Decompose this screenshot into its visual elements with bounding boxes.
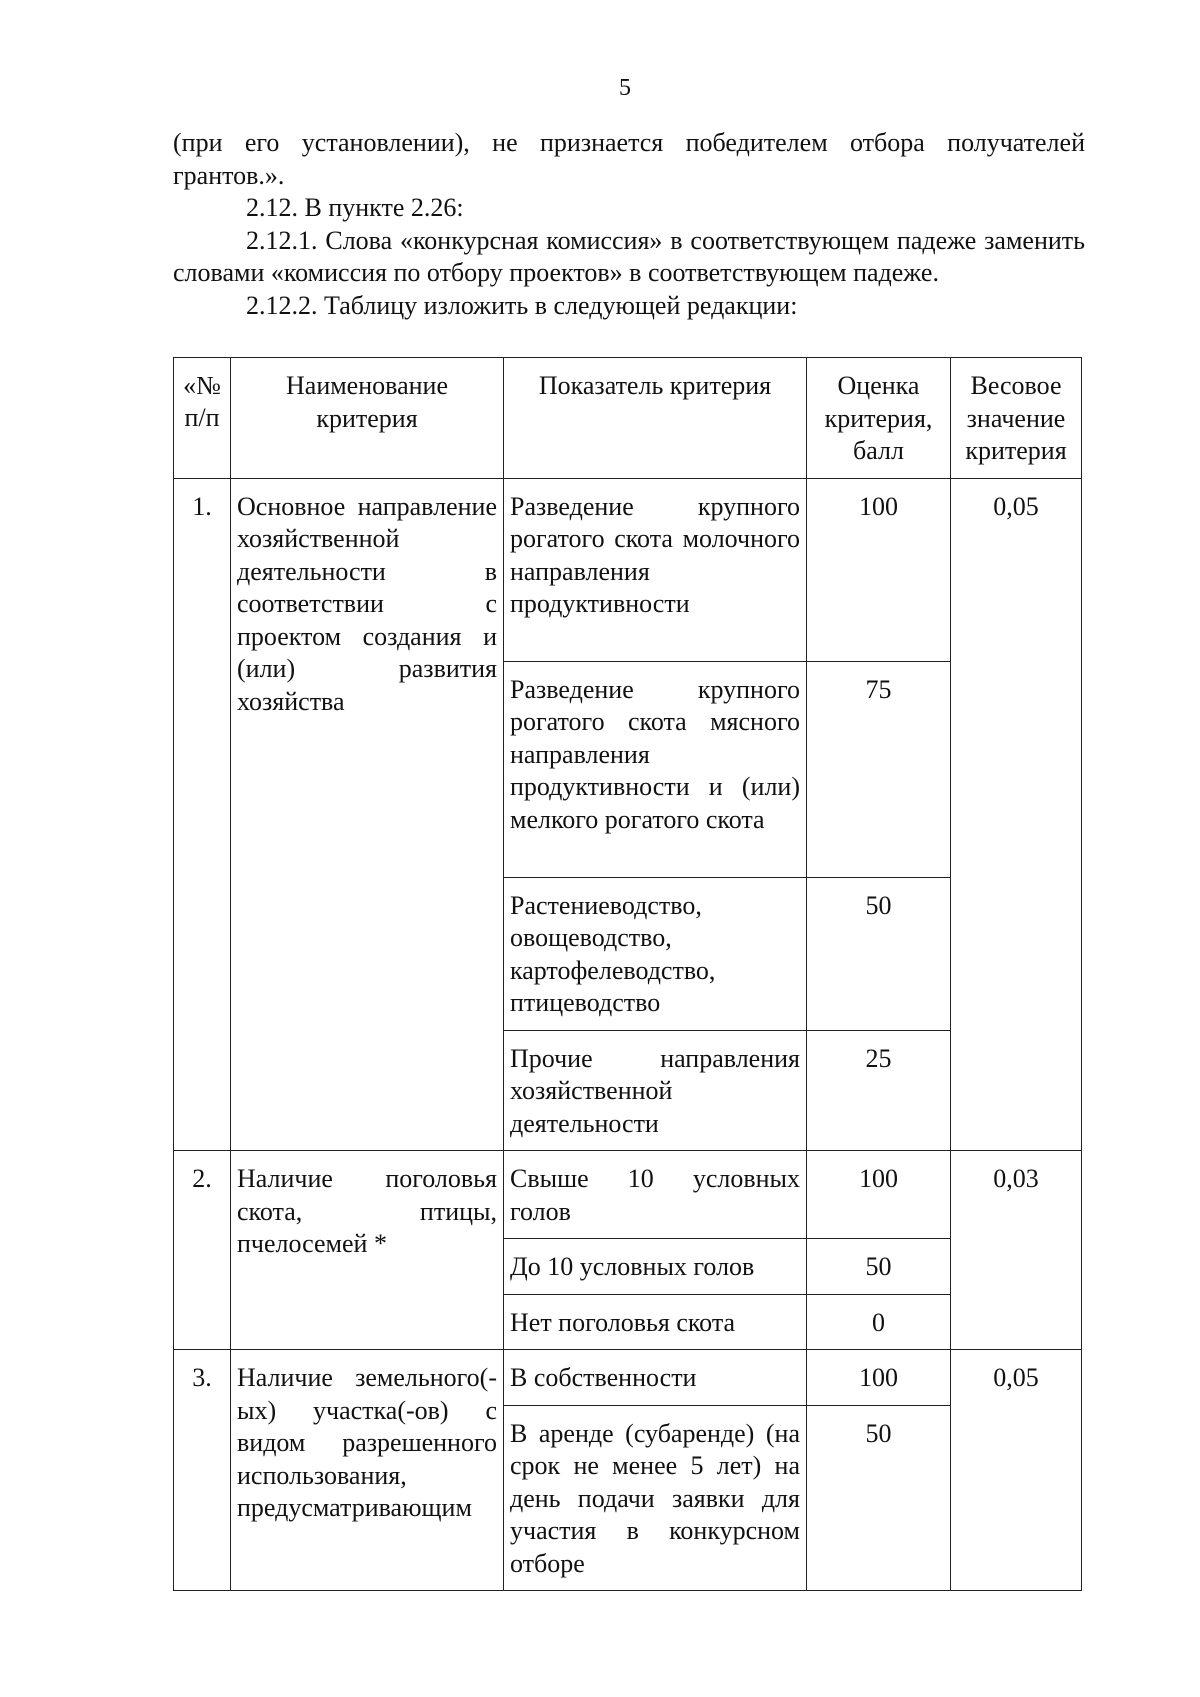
table-row bbox=[174, 1151, 1082, 1239]
indicator-text: В аренде (субаренде) (на срок не менее 5 лет) на день подачи заявки для участия в конкурсном отборе bbox=[504, 1405, 807, 1591]
header-indicator: Показатель критерия bbox=[504, 358, 807, 479]
indicator-score: 25 bbox=[807, 1030, 951, 1151]
criterion-weight: 0,05 bbox=[951, 478, 1082, 1151]
paragraph-2-12: 2.12. В пункте 2.26: bbox=[246, 193, 464, 222]
criterion-weight: 0,03 bbox=[951, 1151, 1082, 1350]
header-num: «№ п/п bbox=[174, 358, 231, 479]
criterion-number: 2. bbox=[174, 1151, 231, 1350]
criterion-number: 3. bbox=[174, 1350, 231, 1591]
indicator-score: 100 bbox=[807, 478, 951, 661]
table-row bbox=[174, 478, 1082, 661]
paragraph-2-12-1: 2.12.1. Слова «конкурсная комиссия» в соответствующем падеже заменить словами «комиссия по отбору проектов» в соответствующем падеже. bbox=[173, 225, 1085, 287]
indicator-text: Разведение крупного рогатого скота мясного направления продуктивности и (или) мелкого рогатого скота bbox=[504, 661, 807, 877]
indicator-score: 50 bbox=[807, 877, 951, 1030]
indicator-score: 0 bbox=[807, 1294, 951, 1350]
indicator-text: Нет поголовья скота bbox=[504, 1294, 807, 1350]
criterion-weight: 0,05 bbox=[951, 1350, 1082, 1591]
indicator-text: В собственности bbox=[504, 1350, 807, 1406]
indicator-text: Прочие направления хозяйственной деятельности bbox=[504, 1030, 807, 1151]
indicator-score: 50 bbox=[807, 1405, 951, 1591]
header-name: Наименование критерия bbox=[231, 358, 504, 479]
criterion-number: 1. bbox=[174, 478, 231, 1151]
criterion-name: Наличие земельного(-ых) участка(-ов) с видом разрешенного использования, предусматривающим bbox=[231, 1350, 504, 1591]
indicator-text: Растениеводство, овощеводство, картофелеводство, птицеводство bbox=[504, 877, 807, 1030]
indicator-score: 75 bbox=[807, 661, 951, 877]
table-row bbox=[174, 1350, 1082, 1406]
table-header-row bbox=[174, 358, 1082, 479]
criteria-table bbox=[173, 357, 1082, 1591]
header-weight: Весовое значение критерия bbox=[951, 358, 1082, 479]
indicator-text: До 10 условных голов bbox=[504, 1239, 807, 1295]
header-score: Оценка критерия, балл bbox=[807, 358, 951, 479]
page-number: 5 bbox=[619, 75, 631, 101]
criterion-name: Основное направление хозяйственной деятельности в соответствии с проектом создания и (или) развития хозяйства bbox=[231, 478, 504, 1151]
paragraph-continuation: (при его установлении), не признается победителем отбора получателей грантов.». bbox=[173, 128, 1085, 190]
body-text bbox=[173, 127, 1085, 322]
indicator-score: 50 bbox=[807, 1239, 951, 1295]
indicator-text: Разведение крупного рогатого скота молочного направления продуктивности bbox=[504, 478, 807, 661]
indicator-score: 100 bbox=[807, 1350, 951, 1406]
indicator-text: Свыше 10 условных голов bbox=[504, 1151, 807, 1239]
indicator-score: 100 bbox=[807, 1151, 951, 1239]
criterion-name: Наличие поголовья скота, птицы, пчелосемей * bbox=[231, 1151, 504, 1350]
paragraph-2-12-2: 2.12.2. Таблицу изложить в следующей редакции: bbox=[246, 290, 798, 320]
